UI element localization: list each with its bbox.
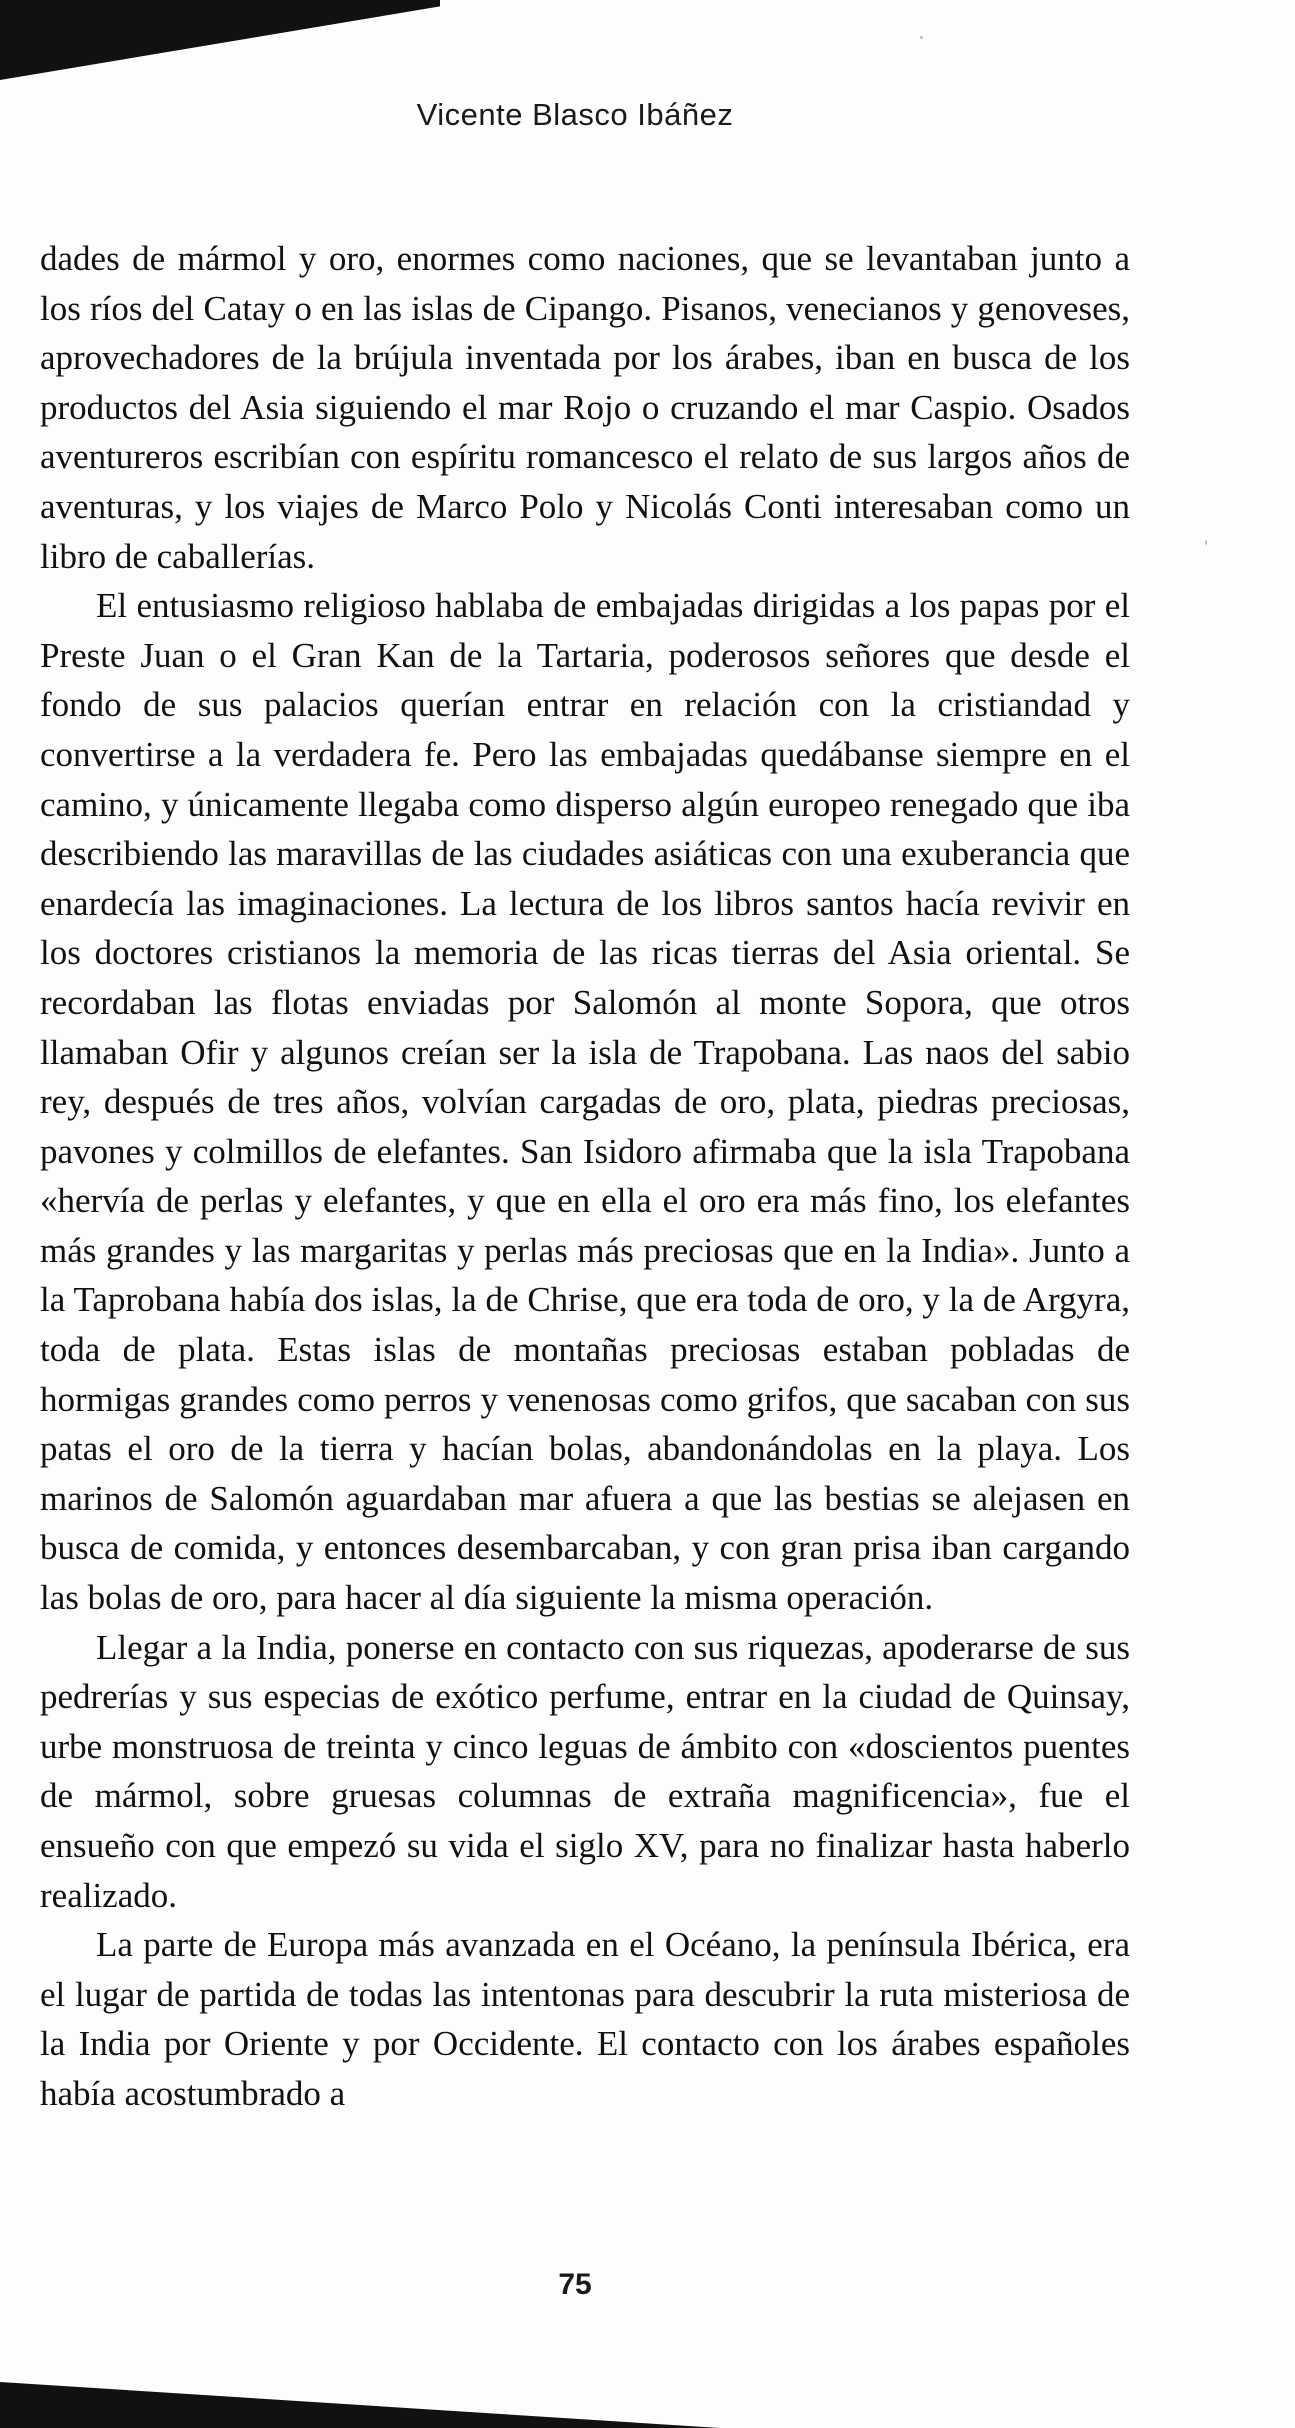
body-text [40,234,1130,2119]
scan-speck [1205,540,1207,545]
paragraph: La parte de Europa más avanzada en el Océano, la península Ibérica, era el lugar de partida de todas las intentonas para descubrir la ruta misteriosa de la India por Oriente y por Occidente. El contacto con los árabes españoles había acostumbrado a [40,1925,1130,2113]
paragraph: El entusiasmo religioso hablaba de embajadas dirigidas a los papas por el Preste Juan o el Gran Kan de la Tartaria, poderosos señores que desde el fondo de sus palacios querían entrar en relación con la cristiandad y convertirse a la verdadera fe. Pero las embajadas quedábanse siempre en el camino, y únicamente llegaba como disperso algún europeo renegado que iba describiendo las maravillas de las ciudades asiáticas con una exuberancia que enardecía las imaginaciones. La lectura de los libros santos hacía revivir en los doctores cristianos la memoria de las ricas tierras del Asia oriental. Se recordaban las flotas enviadas por Salomón al monte Sopora, que otros llamaban Ofir y algunos creían ser la isla de Trapobana. Las naos del sabio rey, después de tres años, volvían cargadas de oro, plata, piedras preciosas, pavones y colmillos de elefantes. San Isidoro afirmaba que la isla Trapobana «hervía de perlas y elefantes, y que en ella el oro era más fino, los elefantes más grandes y las margaritas y perlas más preciosas que en la India». Junto a la Taprobana había dos islas, la de Chrise, que era toda de oro, y la de Argyra, toda de plata. Estas islas de montañas preciosas estaban pobladas de hormigas grandes como perros y venenosas como grifos, que sacaban con sus patas el oro de la tierra y hacían bolas, abandonándolas en la playa. Los marinos de Salomón aguardaban mar afuera a que las bestias se alejasen en busca de comida, y entonces desembarcaban, y con gran prisa iban cargando las bolas de oro, para hacer al día siguiente la misma operación. [40,586,1130,1618]
scan-shadow-bottom [0,2382,720,2428]
paragraph: dades de mármol y oro, enormes como naciones, que se levantaban junto a los ríos del Catay o en las islas de Cipango. Pisanos, venecianos y genoveses, aprovechadores de la brújula inventada por los árabes, iban en busca de los productos del Asia siguiendo el mar Rojo o cruzando el mar Caspio. Osados aventureros escribían con espíritu romancesco el relato de sus largos años de aventuras, y los viajes de Marco Polo y Nicolás Conti interesaban como un libro de caballerías. [40,239,1130,576]
page-number: 75 [558,2268,592,2301]
scan-speck [920,36,923,39]
scan-shadow-top [0,0,440,80]
running-head: Vicente Blasco Ibáñez [416,97,734,132]
paragraph: Llegar a la India, ponerse en contacto con sus riquezas, apoderarse de sus pedrerías y sus especias de exótico perfume, entrar en la ciudad de Quinsay, urbe monstruosa de treinta y cinco leguas de ámbito con «doscientos puentes de mármol, sobre gruesas columnas de extraña magnificencia», fue el ensueño con que empezó su vida el siglo XV, para no finalizar hasta haberlo realizado. [40,1627,1130,1915]
